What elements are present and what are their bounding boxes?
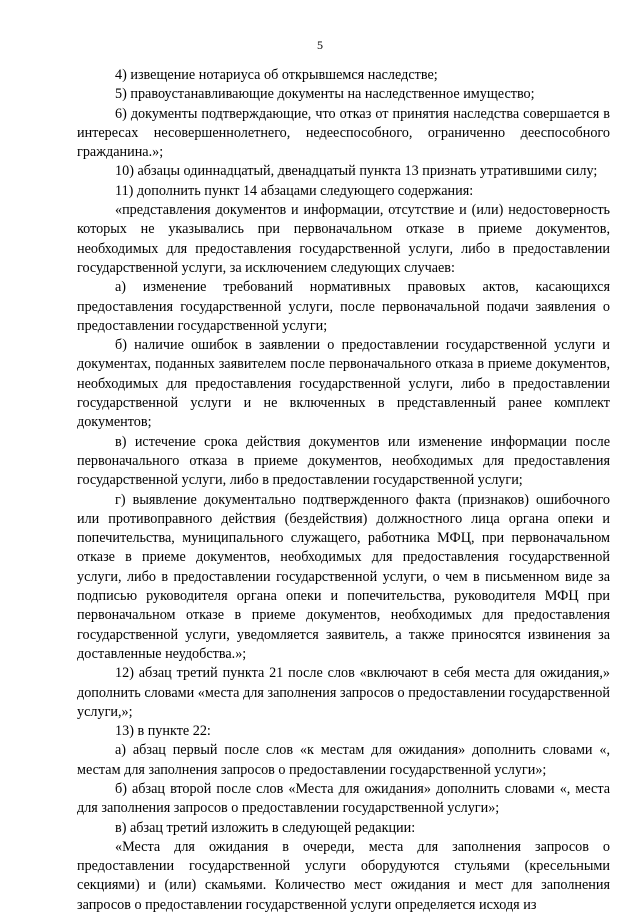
- paragraph-4: 4) извещение нотариуса об открывшемся наследстве;: [115, 67, 438, 83]
- paragraph-v: в) истечение срока действия документов или изменение информации после первоначального отказа в приеме документов, необходимых для предоставления государственной услуги, либо в предоставлении государственной услуги;: [77, 433, 610, 489]
- paragraph-11: 11) дополнить пункт 14 абзацами следующего содержания:: [115, 182, 474, 199]
- paragraph-13-a: а) абзац первый после слов «к местам для ожидания» дополнить словами «, местам для заполнения запросов о предоставлении государственной услуги»;: [77, 742, 610, 778]
- paragraph-12: 12) абзац третий пункта 21 после слов «включают в себя места для ожидания,» дополнить словами «места для заполнения запросов о предоставлении государственной услуги,»;: [77, 665, 610, 720]
- paragraph-10: 10) абзацы одиннадцатый, двенадцатый пункта 13 признать утратившими силу;: [115, 163, 598, 180]
- paragraph-5: 5) правоустанавливающие документы на наследственное имущество;: [115, 86, 535, 103]
- paragraph-6: 6) документы подтверждающие, что отказ от принятия наследства совершается в интересах несовершеннолетнего, недееспособного, ограниченно дееспособного гражданина.»;: [77, 105, 610, 161]
- paragraph-b: б) наличие ошибок в заявлении о предоставлении государственной услуги и документах, поданных заявителем после первоначального отказа в приеме документов, необходимых для предоставления государственной услуги, либо в предоставлении государственной услуги и не включенных в представленный ранее комплект документов;: [77, 337, 610, 431]
- paragraph-g: г) выявление документально подтвержденного факта (признаков) ошибочного или противоправного действия (бездействия) должностного лица органа опеки и попечительства, муниципального служащего, работника МФЦ, при первоначальном отказе в приеме документов, необходимых для предоставления государственной услуги, либо в предоставлении государственной услуги, о чем в письменном виде за подписью руководителя органа опеки и попечительства, руководителя МФЦ при первоначальном отказе в приеме документов, необходимых для предоставления государственной услуги, уведомляется заявитель, а также приносятся извинения за доставленные неудобства.»;: [77, 491, 610, 662]
- paragraph-13-b: б) абзац второй после слов «Места для ожидания» дополнить словами «, места для заполнения запросов о предоставлении государственной услуги»;: [77, 780, 610, 817]
- paragraph-13-v-quote: «Места для ожидания в очереди, места для заполнения запросов о предоставлении государственной услуги оборудуются стульями (кресельными секциями) и (или) скамьями. Количество мест ожидания и мест для заполнения запросов о предоставлении государственной услуги определяется исходя из: [77, 838, 610, 913]
- paragraph-a: а) изменение требований нормативных правовых актов, касающихся предоставления государственной услуги, после первоначальной подачи заявления о предоставлении государственной услуги;: [77, 279, 610, 334]
- paragraph-13-v: в) абзац третий изложить в следующей редакции:: [115, 819, 416, 836]
- document-body: [77, 66, 610, 915]
- page-number: 5: [317, 38, 323, 52]
- paragraph-11-quote: «представления документов и информации, отсутствие и (или) недостоверность которых не указывались при первоначальном отказе в приеме документов, необходимых для предоставления государственной услуги, либо в предоставлении государственной услуги, за исключением следующих случаев:: [77, 202, 610, 276]
- paragraph-13: 13) в пункте 22:: [115, 723, 211, 740]
